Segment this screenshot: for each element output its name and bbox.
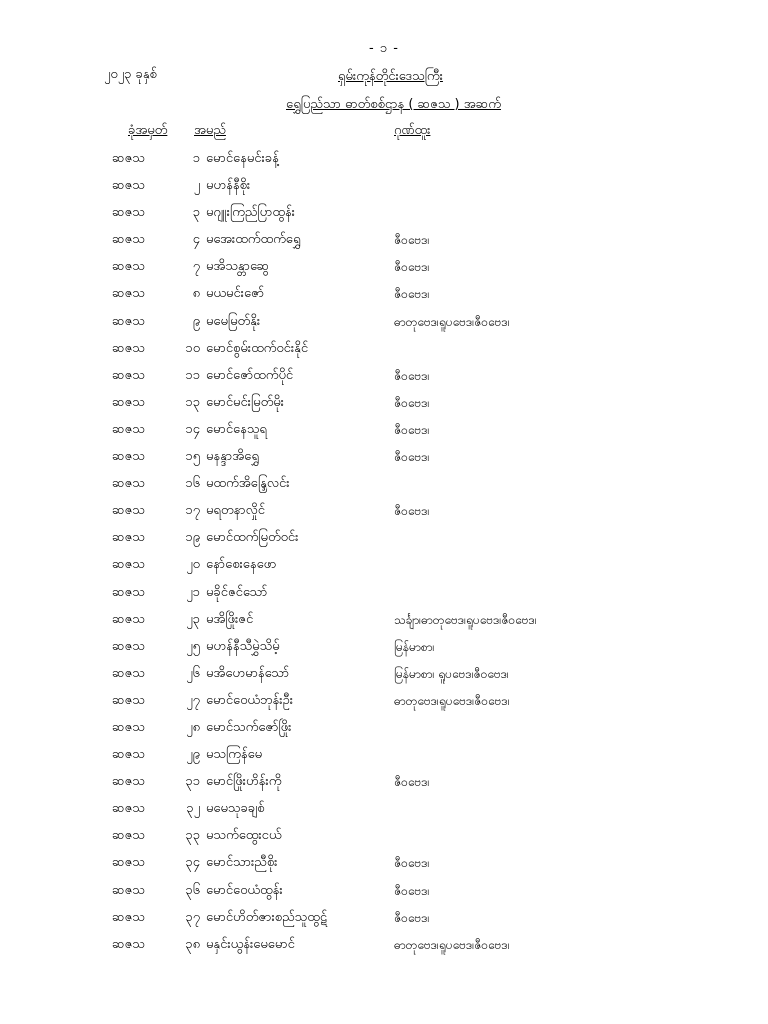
roll-number: ၃၈ xyxy=(185,936,200,952)
result-row xyxy=(0,718,768,745)
result-row xyxy=(0,772,768,799)
result-row xyxy=(0,853,768,880)
results-list xyxy=(0,149,768,962)
result-row xyxy=(0,284,768,311)
roll-number: ၂၅ xyxy=(186,638,200,654)
result-row xyxy=(0,176,768,203)
student-name: မမေမြတ်နိုး xyxy=(206,313,261,329)
result-row xyxy=(0,583,768,610)
student-name: မောင်စွမ်းထက်ဝင်းနိုင် xyxy=(206,340,309,356)
roll-prefix: ဆဇသ xyxy=(112,774,145,790)
roll-prefix: ဆဇသ xyxy=(112,557,145,573)
roll-prefix: ဆဇသ xyxy=(112,503,145,519)
result-row xyxy=(0,230,768,257)
result-row xyxy=(0,149,768,176)
header-distinction: ဂုဏ်ထူး xyxy=(394,123,431,138)
roll-number: ၁၁ xyxy=(185,367,200,383)
student-name: မထက်အိန္ဒြေလင်း xyxy=(206,476,290,492)
student-name: မောင်ထက်မြတ်ဝင်း xyxy=(206,530,299,546)
student-name: မောင်ဝေယံဘုန်းဦး xyxy=(206,692,294,708)
roll-prefix: ဆဇသ xyxy=(112,259,145,275)
distinction-subjects: မြန်မာစာ၊ ရူပဗေဒ၊ဇီဝဗေဒ၊ xyxy=(394,666,509,681)
result-row xyxy=(0,799,768,826)
roll-prefix: ဆဇသ xyxy=(112,611,145,627)
roll-prefix: ဆဇသ xyxy=(112,584,145,600)
roll-number: ၁၅ xyxy=(185,449,200,465)
distinction-subjects: ဇီဝဗေဒ၊ xyxy=(394,504,430,519)
roll-number: ၃၃ xyxy=(185,828,200,844)
distinction-subjects: မြန်မာစာ၊ xyxy=(394,639,435,654)
student-name: မဟန်နီစိုး xyxy=(206,178,251,194)
roll-number: ၇ xyxy=(192,259,200,275)
roll-prefix: ဆဇသ xyxy=(112,151,145,166)
roll-prefix: ဆဇသ xyxy=(112,476,145,492)
result-row xyxy=(0,366,768,393)
roll-number: ၁ xyxy=(192,151,200,166)
roll-number: ၃၇ xyxy=(185,909,200,925)
result-row xyxy=(0,691,768,718)
roll-number: ၄ xyxy=(192,232,200,248)
roll-prefix: ဆဇသ xyxy=(112,340,145,356)
region-title: ရှမ်းကုန်တိုင်းဒေသကြီး xyxy=(338,69,443,84)
student-name: မအိသန္တာဆွေ xyxy=(206,259,270,275)
student-name: မောင်နေမင်းခန့် xyxy=(206,151,279,166)
roll-number: ၃၆ xyxy=(185,882,200,898)
student-name: မောင်သားညီစိုး xyxy=(206,855,278,871)
distinction-subjects: ဇီဝဗေဒ၊ xyxy=(394,260,430,275)
roll-number: ၁၃ xyxy=(185,394,200,410)
result-row xyxy=(0,501,768,528)
result-row xyxy=(0,312,768,339)
roll-number: ၂၃ xyxy=(186,611,200,627)
distinction-subjects: ဇီဝဗေဒ၊ xyxy=(394,856,430,871)
student-name: မရတနာလှိုင် xyxy=(206,503,266,519)
roll-number: ၂ xyxy=(193,178,200,194)
roll-prefix: ဆဇသ xyxy=(112,801,145,817)
distinction-subjects: ဇီဝဗေဒ၊ xyxy=(394,450,430,465)
student-name: မသကြန်မေ xyxy=(206,747,263,763)
roll-prefix: ဆဇသ xyxy=(112,313,145,329)
header-name: အမည် xyxy=(194,123,226,138)
roll-number: ၃၁ xyxy=(185,774,200,790)
roll-prefix: ဆဇသ xyxy=(112,909,145,925)
distinction-subjects: ဓာတုဗေဒ၊ရူပဗေဒ၊ဇီဝဗေဒ၊ xyxy=(394,693,510,708)
roll-number: ၁၆ xyxy=(185,476,200,492)
result-row xyxy=(0,393,768,420)
roll-prefix: ဆဇသ xyxy=(112,367,145,383)
roll-number: ၂၁ xyxy=(186,584,200,600)
roll-number: ၂၉ xyxy=(186,747,200,763)
distinction-subjects: ဓာတုဗေဒ၊ရူပဗေဒ၊ဇီဝဗေဒ၊ xyxy=(394,937,510,952)
result-row xyxy=(0,881,768,908)
distinction-subjects: ဓာတုဗေဒ၊ရူပဗေဒ၊ဇီဝဗေဒ၊ xyxy=(394,314,510,329)
roll-prefix: ဆဇသ xyxy=(112,286,145,302)
roll-number: ၃ xyxy=(192,205,200,221)
roll-prefix: ဆဇသ xyxy=(112,855,145,871)
roll-prefix: ဆဇသ xyxy=(112,882,145,898)
result-row xyxy=(0,528,768,555)
student-name: မယမင်းဇော် xyxy=(206,286,265,302)
roll-prefix: ဆဇသ xyxy=(112,665,145,681)
roll-number: ၂၀ xyxy=(186,557,200,573)
roll-prefix: ဆဇသ xyxy=(112,747,145,763)
student-name: မသက်ထွေးငယ် xyxy=(206,828,282,844)
header-roll-number: ခုံအမှတ် xyxy=(128,123,168,138)
distinction-subjects: သင်္ချာ၊ဓာတုဗေဒ၊ရူပဗေဒ၊ဇီဝဗေဒ၊ xyxy=(394,612,537,627)
result-row xyxy=(0,908,768,935)
student-name: မောင်မင်းမြတ်မိုး xyxy=(206,394,284,410)
page-number: - ၁ - xyxy=(369,41,399,56)
result-row xyxy=(0,664,768,691)
roll-prefix: ဆဇသ xyxy=(112,828,145,844)
exam-year: ၂၀၂၃ ခုနှစ် xyxy=(104,67,157,82)
roll-prefix: ဆဇသ xyxy=(112,692,145,708)
roll-number: ၂၇ xyxy=(186,692,200,708)
roll-number: ၈ xyxy=(192,286,200,302)
distinction-subjects: ဇီဝဗေဒ၊ xyxy=(394,422,430,437)
roll-prefix: ဆဇသ xyxy=(112,936,145,952)
result-row xyxy=(0,257,768,284)
result-row xyxy=(0,447,768,474)
student-name: မနှင်းယွန်းမေမောင် xyxy=(206,936,295,952)
student-name: မောင်ဟိတ်ဇားစည်သူထွဋ် xyxy=(206,909,328,925)
roll-prefix: ဆဇသ xyxy=(112,638,145,654)
distinction-subjects: ဇီဝဗေဒ၊ xyxy=(394,883,430,898)
student-name: နော်စေးနေဖော xyxy=(206,557,277,573)
result-row xyxy=(0,339,768,366)
roll-number: ၁၄ xyxy=(185,421,200,437)
student-name: မအေးထက်ထက်ရွှေ xyxy=(206,232,301,248)
result-row xyxy=(0,420,768,447)
distinction-subjects: ဇီဝဗေဒ၊ xyxy=(394,775,430,790)
result-row xyxy=(0,474,768,501)
roll-number: ၃၂ xyxy=(186,801,200,817)
student-name: မခိုင်ဇင်သော် xyxy=(206,584,268,600)
result-row xyxy=(0,203,768,230)
distinction-subjects: ဇီဝဗေဒ၊ xyxy=(394,910,430,925)
distinction-subjects: ဇီဝဗေဒ၊ xyxy=(394,368,430,383)
roll-prefix: ဆဇသ xyxy=(112,719,145,735)
roll-prefix: ဆဇသ xyxy=(112,394,145,410)
roll-number: ၁၉ xyxy=(185,530,200,546)
distinction-subjects: ဇီဝဗေဒ၊ xyxy=(394,395,430,410)
roll-prefix: ဆဇသ xyxy=(112,232,145,248)
roll-prefix: ဆဇသ xyxy=(112,421,145,437)
roll-number: ၃၄ xyxy=(185,855,200,871)
student-name: မောင်နေသူရ xyxy=(206,421,267,437)
result-row xyxy=(0,745,768,772)
student-name: မဟန်နီသီမွှဲသိမ့် xyxy=(206,638,280,654)
roll-prefix: ဆဇသ xyxy=(112,178,145,194)
roll-number: ၁၇ xyxy=(185,503,200,519)
student-name: မအိဖြိုးဇင် xyxy=(206,611,254,627)
result-row xyxy=(0,935,768,962)
roll-number: ၂၈ xyxy=(186,719,200,735)
roll-prefix: ဆဇသ xyxy=(112,449,145,465)
result-row xyxy=(0,555,768,582)
roll-number: ၁၀ xyxy=(185,340,200,356)
student-name: မနန္ဒာအိရွှေ xyxy=(206,449,259,465)
result-row xyxy=(0,610,768,637)
result-row xyxy=(0,637,768,664)
roll-number: ၉ xyxy=(192,313,200,329)
student-name: မမေသုခချစ် xyxy=(206,801,265,817)
roll-prefix: ဆဇသ xyxy=(112,205,145,221)
result-row xyxy=(0,826,768,853)
roll-number: ၂၆ xyxy=(186,665,200,681)
roll-prefix: ဆဇသ xyxy=(112,530,145,546)
student-name: မောင်ဖြိုးဟိန်းကို xyxy=(206,774,282,790)
student-name: မဂျူးကြည်ပြာထွန်း xyxy=(206,205,295,221)
student-name: မအိဟေမာန်သော် xyxy=(206,665,290,681)
student-name: မောင်ဇော်ထက်ပိုင် xyxy=(206,367,294,383)
student-name: မောင်ဝေယံထွန်း xyxy=(206,882,283,898)
distinction-subjects: ဇီဝဗေဒ၊ xyxy=(394,233,430,248)
student-name: မောင်သက်ဇော်ဖြိုး xyxy=(206,719,292,735)
center-title: ရွှေပြည်သာ ဓာတ်စစ်ဌာန ( ဆဇသ ) အဆက် xyxy=(286,97,501,112)
distinction-subjects: ဇီဝဗေဒ၊ xyxy=(394,287,430,302)
